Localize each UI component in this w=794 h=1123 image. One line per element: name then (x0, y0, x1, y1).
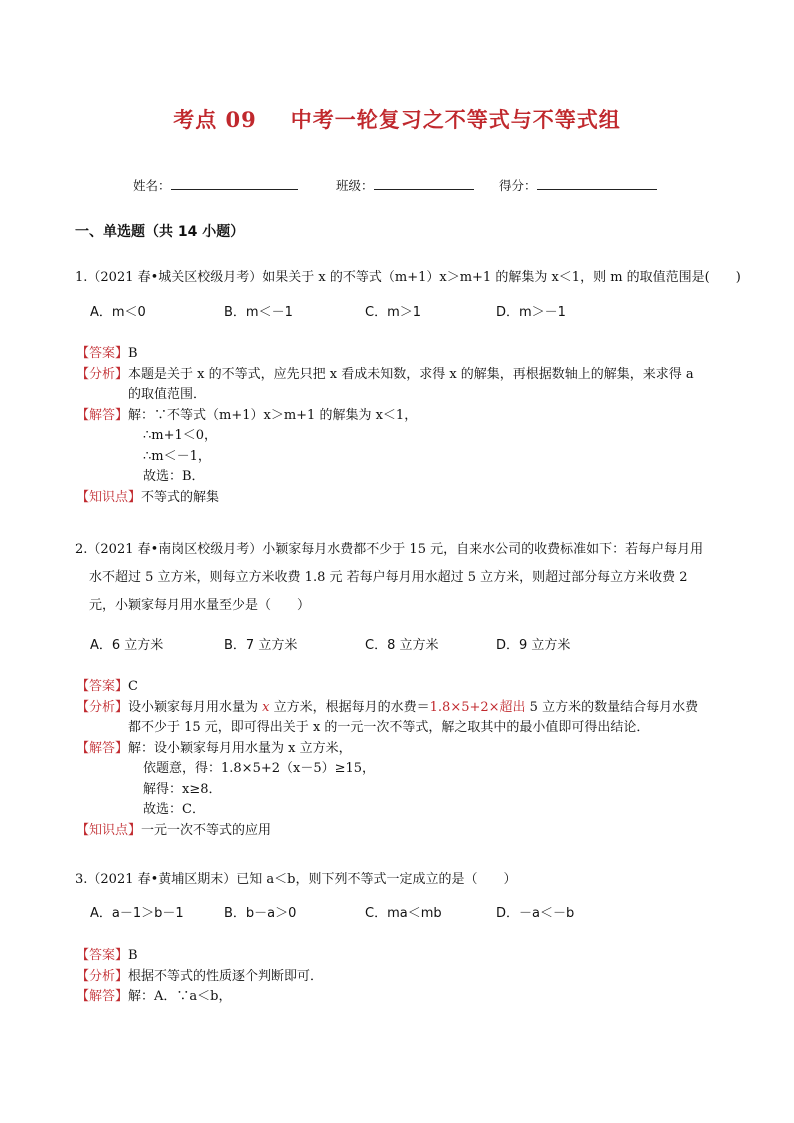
q3-option-c[interactable]: C．ma＜mb (365, 906, 442, 921)
question-3-answer-block (76, 946, 323, 1008)
question-2-answer-block: 【答案】C 【分析】设小颖家每月用水量为 x 立方米，根据每月的水费＝1.8×5+2×超出 5 立方米的数量结合每月水费 都不少于 15 元，即可得出关于 x 的一元一次不等式，解之取其中的最小值即可得出结论． 【解答】解：设小颖家每月用水量为 x 立方米， 依题意，得：1.8×5+2（x－5）≥15， 解得：x≥8． 故选：C． 【知识点】一元一次不等式的应用 (76, 677, 698, 841)
q3-solution: 【解答】解：A．∵a＜b， (76, 989, 232, 1004)
q3-option-d[interactable]: D．－a＜－b (496, 906, 575, 921)
q1-option-b[interactable]: B．m＜－1 (224, 305, 293, 320)
title-main: 中考一轮复习之不等式与不等式组 (290, 107, 621, 132)
question-1-stem: 1.（2021 春•城关区校级月考）如果关于 x 的不等式（m+1）x＞m+1 的解集为 x＜1，则 m 的取值范围是( ) (75, 270, 741, 285)
q2-knowledge-point: 【知识点】一元一次不等式的应用 (76, 822, 272, 838)
score-field[interactable] (499, 176, 657, 194)
q3-option-a[interactable]: A．a－1＞b－1 (90, 906, 184, 921)
section-heading: 一、单选题（共 14 小题） (75, 224, 245, 240)
q1-knowledge-point: 【知识点】不等式的解集 (76, 489, 220, 505)
page-title (0, 104, 794, 134)
question-2-stem: 2.（2021 春•南岗区校级月考）小颖家每月水费都不少于 15 元，自来水公司的收费标准如下：若每户每月用 水不超过 5 立方米，则每立方米收费 1.8 元 若每户每月用水超过 5 立方米，则超过部分每立方米收费 2 元，小颖家每月用水量至少是（ ） (75, 542, 704, 613)
q3-option-b[interactable]: B．b－a＞0 (224, 906, 297, 921)
class-field[interactable] (336, 176, 474, 194)
title-prefix: 考点 09 (173, 107, 257, 132)
q3-answer: 【答案】B (76, 948, 138, 963)
class-blank[interactable] (374, 178, 474, 190)
q2-option-d[interactable]: D．9 立方米 (496, 638, 571, 653)
answer-tag: 【答案】 (76, 346, 129, 361)
analysis-tag: 【分析】 (76, 366, 129, 382)
q1-solution: 【解答】解：∵不等式（m+1）x＞m+1 的解集为 x＜1， (76, 407, 418, 423)
q2-option-b[interactable]: B．7 立方米 (224, 638, 298, 653)
q3-analysis: 【分析】根据不等式的性质逐个判断即可． (76, 968, 324, 984)
q1-option-d[interactable]: D．m＞－1 (496, 305, 566, 320)
score-blank[interactable] (537, 178, 657, 190)
q1-option-a[interactable]: A．m＜0 (90, 305, 146, 320)
q1-option-c[interactable]: C．m＞1 (365, 305, 422, 320)
question-3-stem: 3.（2021 春•黄埔区期末）已知 a＜b，则下列不等式一定成立的是（ ） (75, 872, 517, 887)
q1-analysis: 【分析】本题是关于 x 的不等式，应先只把 x 看成未知数，求得 x 的解集，再根据数轴上的解集，来求得 a (76, 366, 694, 382)
solution-tag: 【解答】 (76, 407, 129, 423)
q1-answer (76, 344, 694, 365)
q2-answer: 【答案】C (76, 679, 138, 694)
name-label: 姓名： (133, 178, 171, 193)
knowledge-tag: 【知识点】 (76, 489, 142, 505)
q2-option-c[interactable]: C．8 立方米 (365, 638, 439, 653)
q2-solution: 【解答】解：设小颖家每月用水量为 x 立方米， (76, 740, 352, 756)
score-label: 得分： (499, 178, 537, 193)
formula-highlight: 1.8×5+2×超出 (429, 699, 526, 715)
name-blank[interactable] (171, 178, 298, 190)
q2-analysis: 【分析】设小颖家每月用水量为 x 立方米，根据每月的水费＝1.8×5+2×超出 5 立方米的数量结合每月水费 (76, 699, 699, 715)
q2-option-a[interactable]: A．6 立方米 (90, 638, 164, 653)
class-label: 班级： (336, 178, 374, 193)
name-field[interactable] (133, 176, 298, 194)
answer-value: B (128, 346, 138, 361)
question-1-answer-block: 【答案】B 【分析】本题是关于 x 的不等式，应先只把 x 看成未知数，求得 x 的解集，再根据数轴上的解集，来求得 a 的取值范围． 【解答】解：∵不等式（m+1）x＞m+1 的解集为 x＜1， ∴m+1＜0， ∴m＜－1， 故选：B． 【知识点】不等式的解集 (76, 344, 694, 508)
